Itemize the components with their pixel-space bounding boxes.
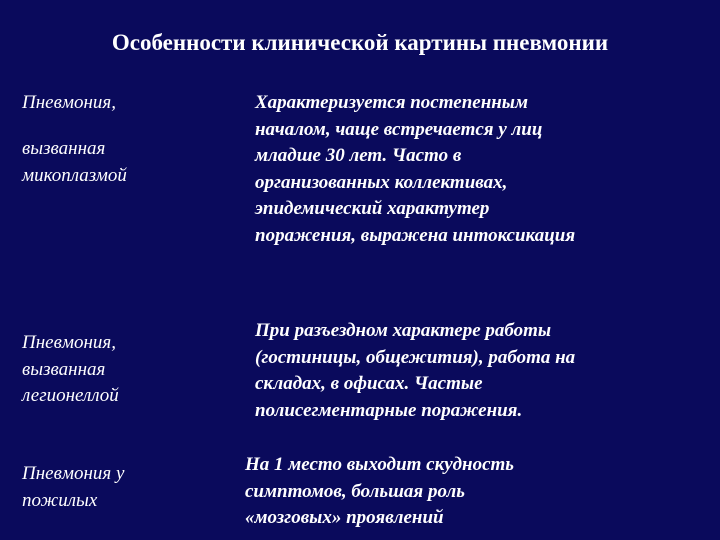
row-1-desc-line: младше 30 лет. Часто в [255,145,462,167]
row-2-desc-line: (гостиницы, общежития), работа на [255,346,576,368]
row-1-desc-line: Характеризуется постепенным [255,92,528,113]
row-3-desc-line: На 1 место выходит скудность [245,454,514,475]
row-1-desc-line: эпидемический характутер [255,198,490,220]
row-1-desc-line: организованных коллективах, [255,171,508,193]
slide-title: Особенности клинической картины пневмонии [111,30,609,55]
row-3-desc-line: «мозговых» проявлений [245,507,444,529]
row-2-label-line: Пневмония, [22,332,116,353]
row-1-label-line: микоплазмой [22,164,127,186]
row-2-label-line: вызванная [22,358,106,380]
row-1-label-cont [22,136,127,189]
row-2-desc-line: складах, в офисах. Частые [255,373,483,395]
row-3-desc-line: симптомов, большая роль [245,480,465,502]
row-2-desc-line: полисегментарные поражения. [255,399,523,421]
row-2-label [22,330,119,410]
row-1-label [22,90,116,117]
row-1-desc-line: началом, чаще встречается у лиц [255,118,543,140]
row-1-description [255,90,575,250]
row-2-label-line: легионеллой [22,385,119,407]
row-1-desc-line: поражения, выражена интоксикация [255,224,576,246]
row-1-label-line: Пневмония, [22,92,116,113]
row-1-label-line: вызванная [22,138,106,159]
row-2-desc-line: При разъездном характере работы [255,320,552,341]
row-2-description [255,318,575,424]
row-3-label-line: Пневмония у [22,463,125,484]
row-3-label [22,461,124,514]
row-3-label-line: пожилых [22,489,98,511]
row-3-description [245,452,514,532]
